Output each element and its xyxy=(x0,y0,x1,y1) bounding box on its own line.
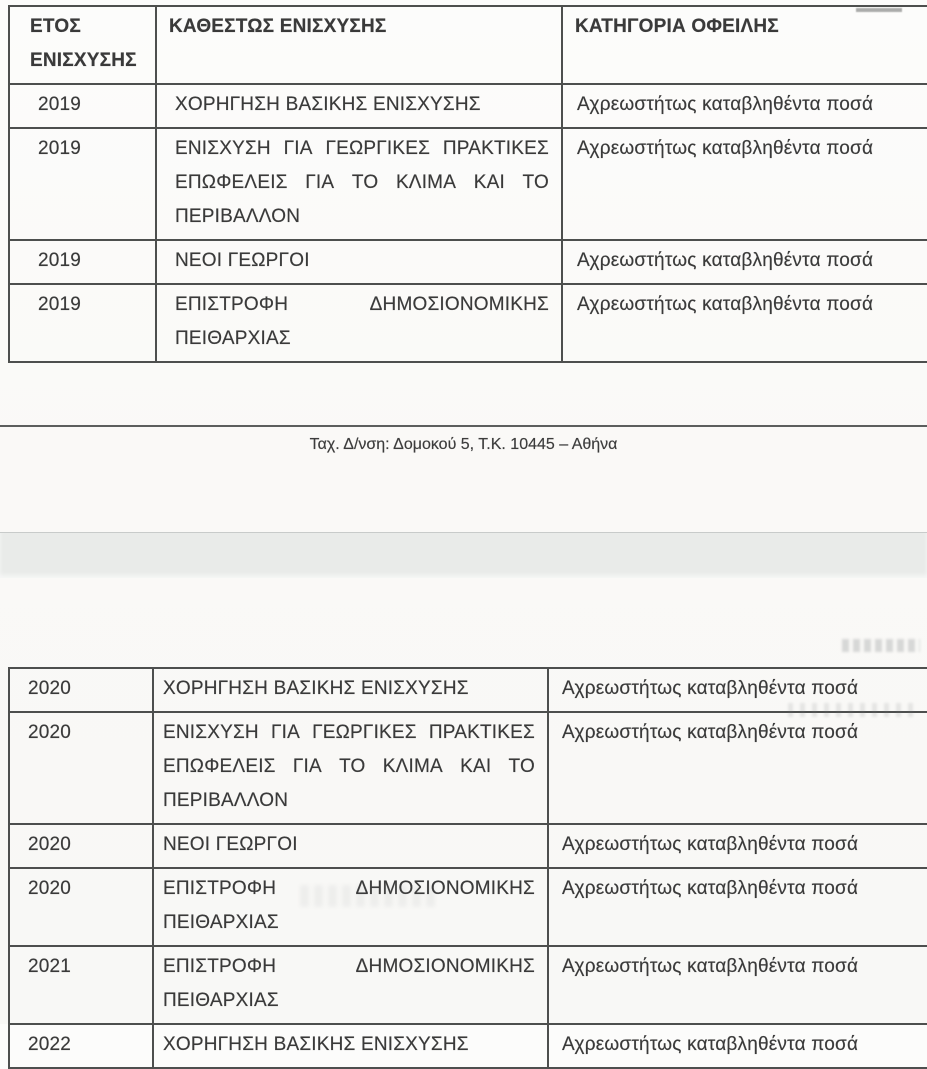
scheme-cell: ΕΝΙΣΧΥΣΗ ΓΙΑ ΓΕΩΡΓΙΚΕΣ ΠΡΑΚΤΙΚΕΣ ΕΠΩΦΕΛΕΙΣ ΓΙΑ ΤΟ ΚΛΙΜΑ ΚΑΙ ΤΟ ΠΕΡΙΒΑΛΛΟΝ xyxy=(156,128,562,240)
aid-debt-table-2020-2022 xyxy=(8,667,927,1069)
debt-cell: Αχρεωστήτως καταβληθέντα ποσά xyxy=(548,668,927,712)
debt-cell: Αχρεωστήτως καταβληθέντα ποσά xyxy=(548,946,927,1024)
scheme-column-header: ΚΑΘΕΣΤΩΣ ΕΝΙΣΧΥΣΗΣ xyxy=(156,6,562,84)
scheme-cell: ΝΕΟΙ ΓΕΩΡΓΟΙ xyxy=(153,824,548,868)
year-cell: 2019 xyxy=(9,240,156,284)
scheme-cell: ΕΠΙΣΤΡΟΦΗ ΔΗΜΟΣΙΟΝΟΜΙΚΗΣ ΠΕΙΘΑΡΧΙΑΣ xyxy=(156,284,562,362)
debt-cell: Αχρεωστήτως καταβληθέντα ποσά xyxy=(562,84,927,128)
footer-separator-line xyxy=(0,425,927,427)
debt-cell: Αχρεωστήτως καταβληθέντα ποσά xyxy=(562,128,927,240)
year-cell: 2019 xyxy=(9,84,156,128)
table-row xyxy=(9,84,927,128)
debt-cell: Αχρεωστήτως καταβληθέντα ποσά xyxy=(548,824,927,868)
debt-cell: Αχρεωστήτως καταβληθέντα ποσά xyxy=(562,240,927,284)
year-cell: 2022 xyxy=(9,1024,153,1068)
table-header-row xyxy=(9,6,927,84)
postal-address: Ταχ. Δ/νση: Δομοκού 5, Τ.Κ. 10445 – Αθήνα xyxy=(309,436,618,453)
aid-debt-table-2019 xyxy=(8,5,927,363)
table-row xyxy=(9,946,927,1024)
year-cell: 2020 xyxy=(9,868,153,946)
year-column-header-line1: ΕΤΟΣ xyxy=(30,16,81,37)
table-row xyxy=(9,868,927,946)
year-cell: 2020 xyxy=(9,712,153,824)
page-break-band xyxy=(0,532,927,578)
year-cell: 2019 xyxy=(9,128,156,240)
year-cell: 2020 xyxy=(9,668,153,712)
year-cell: 2019 xyxy=(9,284,156,362)
table-row xyxy=(9,712,927,824)
table-row xyxy=(9,1024,927,1068)
scheme-cell: ΕΠΙΣΤΡΟΦΗ ΔΗΜΟΣΙΟΝΟΜΙΚΗΣ ΠΕΙΘΑΡΧΙΑΣ xyxy=(153,946,548,1024)
debt-column-header: ΚΑΤΗΓΟΡΙΑ ΟΦΕΙΛΗΣ xyxy=(562,6,927,84)
debt-cell: Αχρεωστήτως καταβληθέντα ποσά xyxy=(548,868,927,946)
table-row xyxy=(9,128,927,240)
scan-noise xyxy=(842,639,920,652)
scheme-cell: ΧΟΡΗΓΗΣΗ ΒΑΣΙΚΗΣ ΕΝΙΣΧΥΣΗΣ xyxy=(153,668,548,712)
scanned-page-bottom xyxy=(0,667,927,1069)
table-row xyxy=(9,240,927,284)
year-cell: 2020 xyxy=(9,824,153,868)
year-cell: 2021 xyxy=(9,946,153,1024)
scheme-cell: ΕΠΙΣΤΡΟΦΗ ΔΗΜΟΣΙΟΝΟΜΙΚΗΣ ΠΕΙΘΑΡΧΙΑΣ xyxy=(153,868,548,946)
scheme-cell: ΝΕΟΙ ΓΕΩΡΓΟΙ xyxy=(156,240,562,284)
scanned-page-top xyxy=(0,0,927,456)
year-column-header xyxy=(9,6,156,84)
debt-cell: Αχρεωστήτως καταβληθέντα ποσά xyxy=(548,712,927,824)
table-row xyxy=(9,284,927,362)
debt-cell: Αχρεωστήτως καταβληθέντα ποσά xyxy=(562,284,927,362)
table-row xyxy=(9,668,927,712)
scheme-cell: ΕΝΙΣΧΥΣΗ ΓΙΑ ΓΕΩΡΓΙΚΕΣ ΠΡΑΚΤΙΚΕΣ ΕΠΩΦΕΛΕΙΣ ΓΙΑ ΤΟ ΚΛΙΜΑ ΚΑΙ ΤΟ ΠΕΡΙΒΑΛΛΟΝ xyxy=(153,712,548,824)
year-column-header-line2: ΕΝΙΣΧΥΣΗΣ xyxy=(30,50,137,71)
debt-cell: Αχρεωστήτως καταβληθέντα ποσά xyxy=(548,1024,927,1068)
scheme-cell: ΧΟΡΗΓΗΣΗ ΒΑΣΙΚΗΣ ΕΝΙΣΧΥΣΗΣ xyxy=(153,1024,548,1068)
table-row xyxy=(9,824,927,868)
scheme-cell: ΧΟΡΗΓΗΣΗ ΒΑΣΙΚΗΣ ΕΝΙΣΧΥΣΗΣ xyxy=(156,84,562,128)
